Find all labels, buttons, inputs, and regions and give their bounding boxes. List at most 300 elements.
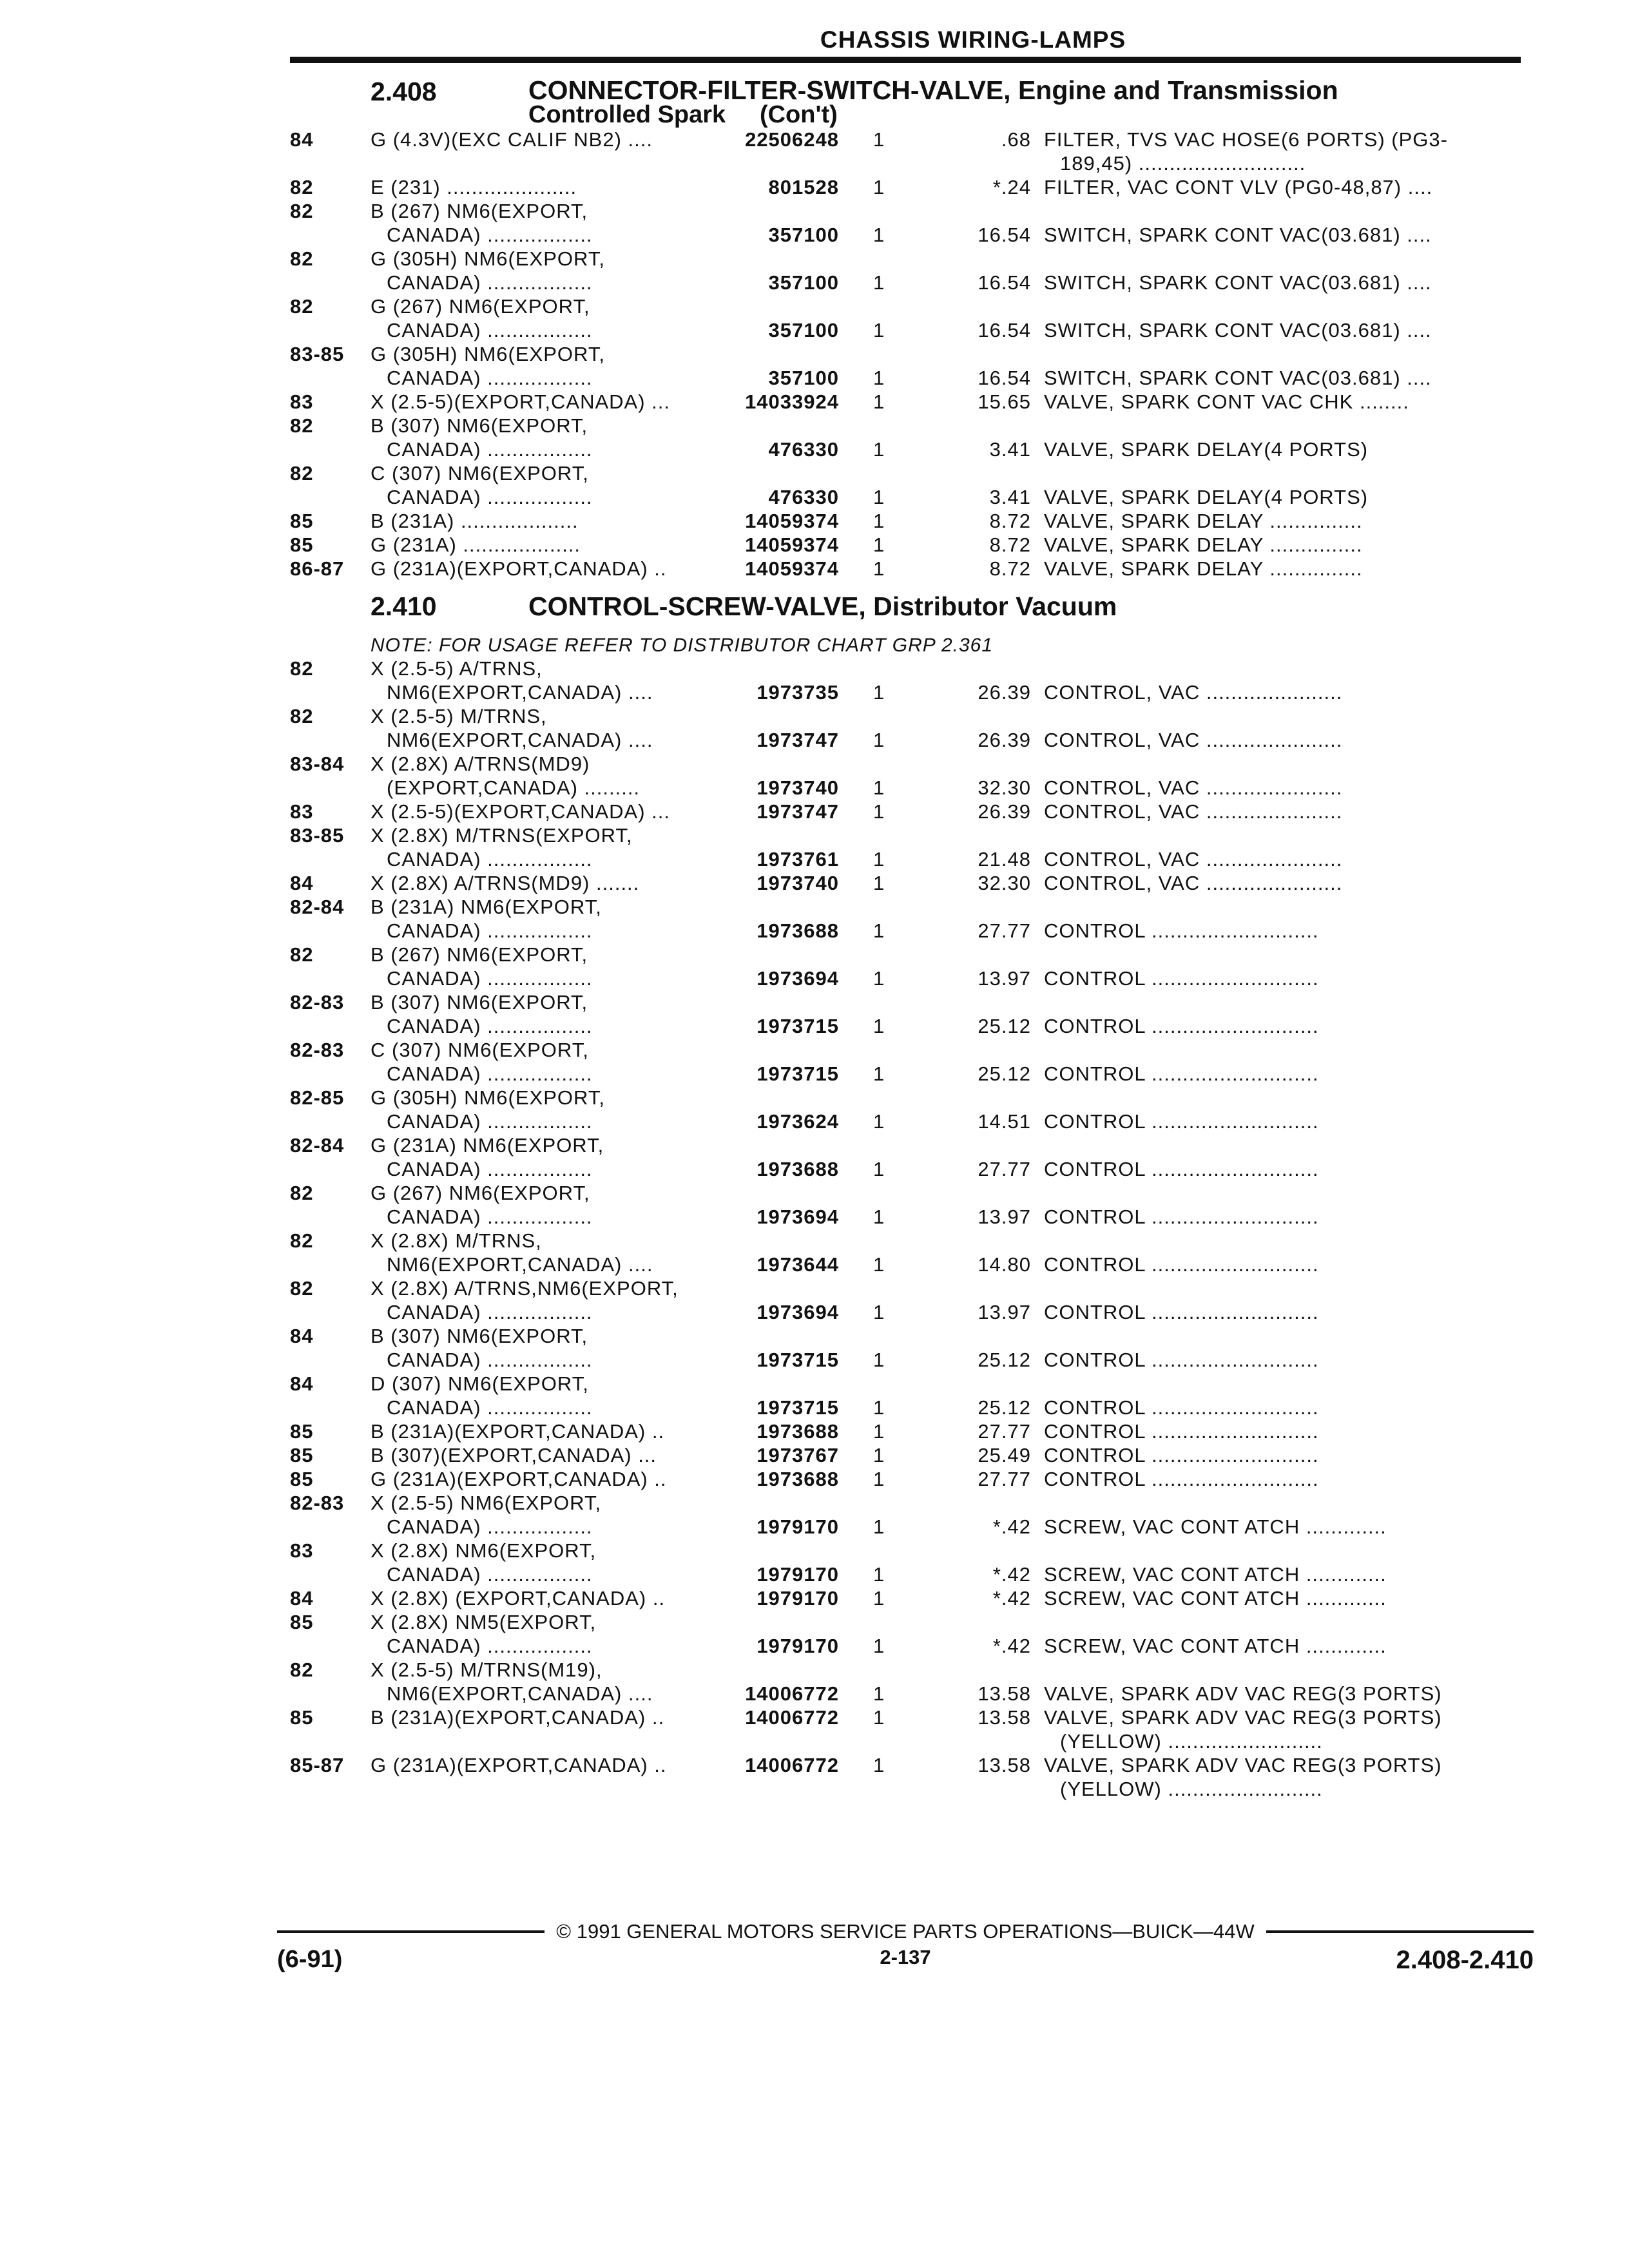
usage-description: X (2.8X) NM6(EXPORT, xyxy=(371,1539,597,1562)
part-description: CONTROL ........................... xyxy=(1044,1206,1319,1228)
date-code: (6-91) xyxy=(277,1946,343,1973)
part-description: CONTROL, VAC ...................... xyxy=(1044,848,1343,870)
quantity: 1 xyxy=(873,128,885,151)
usage-description: G (305H) NM6(EXPORT, xyxy=(371,247,605,270)
part-description: SWITCH, SPARK CONT VAC(03.681) .... xyxy=(1044,271,1432,294)
quantity: 1 xyxy=(873,486,885,508)
price: 16.54 xyxy=(978,224,1031,246)
parts-entry xyxy=(290,247,1521,294)
quantity: 1 xyxy=(873,1563,885,1586)
entry-line xyxy=(290,271,1521,294)
entry-line xyxy=(290,223,1521,247)
quantity: 1 xyxy=(873,848,885,870)
quantity: 1 xyxy=(873,1635,885,1657)
parts-entry xyxy=(290,1419,1521,1443)
model-years: 85 xyxy=(290,1468,314,1490)
entry-line xyxy=(290,1038,1521,1062)
usage-description: G (231A) NM6(EXPORT, xyxy=(371,1134,604,1157)
usage-description: G (231A)(EXPORT,CANADA) .. xyxy=(371,1754,667,1776)
model-years: 83-84 xyxy=(290,753,345,775)
entry-line xyxy=(290,1729,1521,1753)
part-description: CONTROL ........................... xyxy=(1044,1420,1319,1443)
parts-entry xyxy=(290,1610,1521,1658)
part-number: 1973624 xyxy=(757,1110,839,1133)
price: 16.54 xyxy=(978,367,1031,389)
model-years: 82-85 xyxy=(290,1086,345,1109)
parts-entry xyxy=(290,1706,1521,1753)
model-years: 85 xyxy=(290,1420,314,1443)
entry-line xyxy=(290,847,1521,871)
part-number: 357100 xyxy=(768,367,839,389)
entry-line xyxy=(290,1634,1521,1658)
price: 32.30 xyxy=(978,776,1031,799)
entry-line xyxy=(290,800,1521,823)
entry-line xyxy=(290,1300,1521,1324)
price: 27.77 xyxy=(978,919,1031,942)
part-description: VALVE, SPARK CONT VAC CHK ........ xyxy=(1044,390,1409,413)
quantity: 1 xyxy=(873,1015,885,1037)
part-number: 476330 xyxy=(768,438,839,461)
parts-entry xyxy=(290,704,1521,752)
entry-line xyxy=(290,414,1521,437)
part-number: 357100 xyxy=(768,271,839,294)
model-years: 84 xyxy=(290,128,314,151)
parts-entry xyxy=(290,1491,1521,1539)
quantity: 1 xyxy=(873,319,885,341)
quantity: 1 xyxy=(873,1682,885,1705)
quantity: 1 xyxy=(873,367,885,389)
header-rule xyxy=(290,57,1521,63)
price: 8.72 xyxy=(989,510,1031,532)
parts-entry xyxy=(290,509,1521,533)
usage-description: G (231A) ................... xyxy=(371,533,581,556)
quantity: 1 xyxy=(873,1444,885,1466)
usage-description: CANADA) ................. xyxy=(387,319,593,341)
model-years: 82 xyxy=(290,414,314,437)
section-number: 2.410 xyxy=(371,591,437,621)
part-description: VALVE, SPARK DELAY ............... xyxy=(1044,510,1363,532)
part-number: 14059374 xyxy=(745,557,839,580)
model-years: 82 xyxy=(290,705,314,727)
usage-description: X (2.8X) A/TRNS,NM6(EXPORT, xyxy=(371,1277,679,1300)
price: 13.97 xyxy=(978,967,1031,990)
entry-line xyxy=(290,1443,1521,1467)
footer-rule-left xyxy=(277,1930,545,1933)
quantity: 1 xyxy=(873,1420,885,1443)
price: *.42 xyxy=(992,1563,1031,1586)
entry-line xyxy=(290,895,1521,919)
part-number: 1973694 xyxy=(757,967,839,990)
entry-line xyxy=(290,1586,1521,1610)
usage-description: X (2.8X) NM5(EXPORT, xyxy=(371,1611,597,1633)
model-years: 82-83 xyxy=(290,1492,345,1514)
part-description: CONTROL ........................... xyxy=(1044,1301,1319,1323)
usage-description: X (2.5-5)(EXPORT,CANADA) ... xyxy=(371,800,670,823)
usage-description: B (231A) ................... xyxy=(371,510,579,532)
part-description: FILTER, TVS VAC HOSE(6 PORTS) (PG3- xyxy=(1044,128,1448,151)
model-years: 85-87 xyxy=(290,1754,345,1776)
part-number: 1973715 xyxy=(757,1349,839,1371)
entry-line xyxy=(290,1491,1521,1515)
entry-line xyxy=(290,509,1521,533)
quantity: 1 xyxy=(873,533,885,556)
usage-description: CANADA) ................. xyxy=(387,1635,593,1657)
usage-description: E (231) ..................... xyxy=(371,176,577,198)
entry-line xyxy=(290,199,1521,223)
usage-description: X (2.8X) A/TRNS(MD9) xyxy=(371,753,590,775)
entry-line xyxy=(290,823,1521,847)
quantity: 1 xyxy=(873,1110,885,1133)
price: *.42 xyxy=(992,1635,1031,1657)
parts-entry xyxy=(290,1229,1521,1276)
entry-line xyxy=(290,437,1521,461)
part-number: 357100 xyxy=(768,224,839,246)
part-description: SCREW, VAC CONT ATCH ............. xyxy=(1044,1563,1387,1586)
price: 26.39 xyxy=(978,729,1031,751)
entry-line xyxy=(290,1181,1521,1205)
parts-entry xyxy=(290,1276,1521,1324)
parts-entry xyxy=(290,1133,1521,1181)
quantity: 1 xyxy=(873,224,885,246)
section-title: CONTROL-SCREW-VALVE, Distributor Vacuum xyxy=(528,591,1117,621)
quantity: 1 xyxy=(873,1349,885,1371)
parts-entry xyxy=(290,1372,1521,1419)
quantity: 1 xyxy=(873,1158,885,1180)
section-range: 2.408-2.410 xyxy=(1396,1946,1534,1974)
part-description: CONTROL ........................... xyxy=(1044,1062,1319,1085)
part-description: CONTROL, VAC ...................... xyxy=(1044,729,1343,751)
entry-line xyxy=(290,1253,1521,1276)
price: .68 xyxy=(1001,128,1031,151)
usage-description: CANADA) ................. xyxy=(387,1062,593,1085)
part-description: 189,45) ........................... xyxy=(1060,152,1306,175)
usage-description: G (267) NM6(EXPORT, xyxy=(371,295,590,318)
part-number: 1973767 xyxy=(757,1444,839,1466)
entry-line xyxy=(290,461,1521,485)
model-years: 82 xyxy=(290,657,314,680)
part-description: CONTROL ........................... xyxy=(1044,919,1319,942)
entry-line xyxy=(290,294,1521,318)
price: 14.51 xyxy=(978,1110,1031,1133)
usage-description: B (231A) NM6(EXPORT, xyxy=(371,896,602,918)
parts-entry xyxy=(290,128,1521,175)
part-number: 1979170 xyxy=(757,1515,839,1538)
part-number: 801528 xyxy=(768,176,839,198)
entry-line xyxy=(290,1706,1521,1729)
part-description: SWITCH, SPARK CONT VAC(03.681) .... xyxy=(1044,367,1432,389)
usage-description: CANADA) ................. xyxy=(387,848,593,870)
usage-description: CANADA) ................. xyxy=(387,1515,593,1538)
usage-description: X (2.5-5) A/TRNS, xyxy=(371,657,543,680)
entry-line xyxy=(290,366,1521,390)
part-number: 1973694 xyxy=(757,1206,839,1228)
price: 16.54 xyxy=(978,271,1031,294)
usage-description: NM6(EXPORT,CANADA) .... xyxy=(387,1253,653,1276)
usage-description: G (267) NM6(EXPORT, xyxy=(371,1182,590,1204)
usage-description: NM6(EXPORT,CANADA) .... xyxy=(387,681,653,704)
part-description: VALVE, SPARK DELAY ............... xyxy=(1044,557,1363,580)
usage-description: X (2.8X) M/TRNS, xyxy=(371,1229,542,1252)
quantity: 1 xyxy=(873,1396,885,1419)
model-years: 82 xyxy=(290,1658,314,1681)
price: 13.97 xyxy=(978,1206,1031,1228)
model-years: 85 xyxy=(290,1706,314,1729)
model-years: 85 xyxy=(290,510,314,532)
price: 8.72 xyxy=(989,557,1031,580)
entry-line xyxy=(290,752,1521,776)
entry-line xyxy=(290,151,1521,175)
usage-description: (EXPORT,CANADA) ......... xyxy=(387,776,641,799)
usage-description: CANADA) ................. xyxy=(387,224,593,246)
entry-line xyxy=(290,390,1521,414)
section-2408-heading xyxy=(290,77,1521,126)
quantity: 1 xyxy=(873,872,885,894)
model-years: 82-83 xyxy=(290,1039,345,1061)
model-years: 82 xyxy=(290,462,314,485)
quantity: 1 xyxy=(873,681,885,704)
parts-entry xyxy=(290,800,1521,823)
usage-description: CANADA) ................. xyxy=(387,1396,593,1419)
page-footer xyxy=(277,1920,1534,1978)
part-number: 14059374 xyxy=(745,533,839,556)
entry-line xyxy=(290,533,1521,557)
quantity: 1 xyxy=(873,967,885,990)
entry-line xyxy=(290,318,1521,342)
quantity: 1 xyxy=(873,390,885,413)
part-number: 1973715 xyxy=(757,1396,839,1419)
part-description: CONTROL ........................... xyxy=(1044,1253,1319,1276)
parts-entry xyxy=(290,1324,1521,1372)
usage-description: G (231A)(EXPORT,CANADA) .. xyxy=(371,557,667,580)
usage-description: C (307) NM6(EXPORT, xyxy=(371,1039,589,1061)
parts-entry xyxy=(290,199,1521,247)
price: 21.48 xyxy=(978,848,1031,870)
usage-description: G (305H) NM6(EXPORT, xyxy=(371,1086,605,1109)
entry-line xyxy=(290,1562,1521,1586)
entry-line xyxy=(290,1205,1521,1229)
model-years: 82 xyxy=(290,176,314,198)
parts-entry xyxy=(290,990,1521,1038)
model-years: 82 xyxy=(290,1229,314,1252)
usage-description: CANADA) ................. xyxy=(387,1301,593,1323)
quantity: 1 xyxy=(873,919,885,942)
section-2410-entries xyxy=(290,657,1521,1801)
usage-description: CANADA) ................. xyxy=(387,438,593,461)
entry-line xyxy=(290,1110,1521,1133)
usage-description: X (2.5-5) M/TRNS, xyxy=(371,705,547,727)
usage-description: B (267) NM6(EXPORT, xyxy=(371,200,588,222)
part-number: 1973688 xyxy=(757,1158,839,1180)
model-years: 85 xyxy=(290,533,314,556)
price: 27.77 xyxy=(978,1420,1031,1443)
parts-entry xyxy=(290,657,1521,704)
part-description: CONTROL ........................... xyxy=(1044,1444,1319,1466)
model-years: 84 xyxy=(290,1587,314,1610)
quantity: 1 xyxy=(873,800,885,823)
part-description: SCREW, VAC CONT ATCH ............. xyxy=(1044,1587,1387,1610)
quantity: 1 xyxy=(873,1301,885,1323)
usage-description: X (2.5-5) NM6(EXPORT, xyxy=(371,1492,602,1514)
entry-line xyxy=(290,247,1521,271)
quantity: 1 xyxy=(873,510,885,532)
entry-line xyxy=(290,704,1521,728)
usage-description: CANADA) ................. xyxy=(387,486,593,508)
entry-line xyxy=(290,1086,1521,1110)
usage-description: G (231A)(EXPORT,CANADA) .. xyxy=(371,1468,667,1490)
footer-rule-right xyxy=(1266,1930,1534,1933)
model-years: 82 xyxy=(290,1182,314,1204)
part-description: CONTROL ........................... xyxy=(1044,967,1319,990)
part-number: 1973688 xyxy=(757,919,839,942)
quantity: 1 xyxy=(873,1468,885,1490)
model-years: 84 xyxy=(290,872,314,894)
usage-description: B (267) NM6(EXPORT, xyxy=(371,943,588,966)
entry-line xyxy=(290,1467,1521,1491)
copyright-text: © 1991 GENERAL MOTORS SERVICE PARTS OPERATIONS—BUICK—44W xyxy=(556,1920,1255,1943)
usage-description: CANADA) ................. xyxy=(387,1158,593,1180)
model-years: 82-84 xyxy=(290,896,345,918)
usage-description: NM6(EXPORT,CANADA) .... xyxy=(387,1682,653,1705)
part-description: SCREW, VAC CONT ATCH ............. xyxy=(1044,1635,1387,1657)
part-number: 14006772 xyxy=(745,1682,839,1705)
part-description: SWITCH, SPARK CONT VAC(03.681) .... xyxy=(1044,319,1432,341)
model-years: 83-85 xyxy=(290,343,345,365)
quantity: 1 xyxy=(873,1206,885,1228)
model-years: 82 xyxy=(290,1277,314,1300)
usage-description: B (307) NM6(EXPORT, xyxy=(371,414,588,437)
part-description: VALVE, SPARK ADV VAC REG(3 PORTS) xyxy=(1044,1706,1442,1729)
part-number: 1973715 xyxy=(757,1062,839,1085)
entry-line xyxy=(290,871,1521,895)
part-description: VALVE, SPARK ADV VAC REG(3 PORTS) xyxy=(1044,1682,1442,1705)
price: 14.80 xyxy=(978,1253,1031,1276)
model-years: 82-83 xyxy=(290,991,345,1014)
usage-description: X (2.8X) (EXPORT,CANADA) .. xyxy=(371,1587,666,1610)
quantity: 1 xyxy=(873,1253,885,1276)
part-number: 1973694 xyxy=(757,1301,839,1323)
entry-line xyxy=(290,1062,1521,1086)
quantity: 1 xyxy=(873,1062,885,1085)
part-description: CONTROL, VAC ...................... xyxy=(1044,800,1343,823)
price: 25.12 xyxy=(978,1396,1031,1419)
parts-entry xyxy=(290,1539,1521,1586)
entry-line xyxy=(290,1539,1521,1562)
entry-line xyxy=(290,1419,1521,1443)
entry-line xyxy=(290,485,1521,509)
part-number: 476330 xyxy=(768,486,839,508)
parts-entry xyxy=(290,823,1521,871)
parts-entry xyxy=(290,943,1521,990)
model-years: 85 xyxy=(290,1444,314,1466)
parts-entry xyxy=(290,895,1521,943)
part-number: 1973761 xyxy=(757,848,839,870)
parts-entry xyxy=(290,1586,1521,1610)
part-description: CONTROL, VAC ...................... xyxy=(1044,872,1343,894)
model-years: 82 xyxy=(290,247,314,270)
entry-line xyxy=(290,1682,1521,1706)
part-number: 1973740 xyxy=(757,776,839,799)
parts-entry xyxy=(290,1467,1521,1491)
model-years: 85 xyxy=(290,1611,314,1633)
entry-line xyxy=(290,1396,1521,1419)
entry-line xyxy=(290,1610,1521,1634)
parts-entry xyxy=(290,1658,1521,1706)
entry-line xyxy=(290,1658,1521,1682)
usage-description: CANADA) ................. xyxy=(387,967,593,990)
model-years: 83-85 xyxy=(290,824,345,847)
usage-description: G (4.3V)(EXC CALIF NB2) .... xyxy=(371,128,653,151)
part-number: 1973747 xyxy=(757,729,839,751)
entry-line xyxy=(290,342,1521,366)
page-header-title: CHASSIS WIRING-LAMPS xyxy=(820,26,1126,53)
price: 8.72 xyxy=(989,533,1031,556)
part-description: SCREW, VAC CONT ATCH ............. xyxy=(1044,1515,1387,1538)
part-number: 22506248 xyxy=(745,128,839,151)
usage-description: B (307) NM6(EXPORT, xyxy=(371,991,588,1014)
parts-entry xyxy=(290,1753,1521,1801)
price: 15.65 xyxy=(978,390,1031,413)
usage-note: NOTE: FOR USAGE REFER TO DISTRIBUTOR CHART GRP 2.361 xyxy=(371,635,994,656)
entry-line xyxy=(290,1014,1521,1038)
parts-entry xyxy=(290,1443,1521,1467)
entry-line xyxy=(290,128,1521,151)
part-number: 1973740 xyxy=(757,872,839,894)
part-description: CONTROL ........................... xyxy=(1044,1110,1319,1133)
part-number: 1973747 xyxy=(757,800,839,823)
price: *.24 xyxy=(992,176,1031,198)
price: 26.39 xyxy=(978,800,1031,823)
quantity: 1 xyxy=(873,1587,885,1610)
model-years: 82 xyxy=(290,943,314,966)
part-description: CONTROL ........................... xyxy=(1044,1158,1319,1180)
price: 27.77 xyxy=(978,1158,1031,1180)
price: 25.12 xyxy=(978,1349,1031,1371)
parts-entry xyxy=(290,1086,1521,1133)
part-description: CONTROL, VAC ...................... xyxy=(1044,776,1343,799)
section-2408-entries xyxy=(290,128,1521,581)
entry-line xyxy=(290,175,1521,199)
parts-entry xyxy=(290,557,1521,581)
quantity: 1 xyxy=(873,271,885,294)
model-years: 83 xyxy=(290,800,314,823)
parts-entry xyxy=(290,414,1521,461)
parts-entry xyxy=(290,533,1521,557)
part-number: 1973644 xyxy=(757,1253,839,1276)
part-description: CONTROL ........................... xyxy=(1044,1015,1319,1037)
part-description: SWITCH, SPARK CONT VAC(03.681) .... xyxy=(1044,224,1432,246)
usage-description: X (2.8X) A/TRNS(MD9) ....... xyxy=(371,872,640,894)
usage-description: B (307)(EXPORT,CANADA) ... xyxy=(371,1444,657,1466)
entry-line xyxy=(290,1133,1521,1157)
entry-line xyxy=(290,966,1521,990)
parts-entry xyxy=(290,1038,1521,1086)
model-years: 84 xyxy=(290,1372,314,1395)
usage-description: CANADA) ................. xyxy=(387,1110,593,1133)
part-number: 1979170 xyxy=(757,1635,839,1657)
quantity: 1 xyxy=(873,1754,885,1776)
entry-line xyxy=(290,1348,1521,1372)
parts-entry xyxy=(290,752,1521,800)
part-number: 14006772 xyxy=(745,1754,839,1776)
price: 13.58 xyxy=(978,1682,1031,1705)
entry-line xyxy=(290,1276,1521,1300)
price: 27.77 xyxy=(978,1468,1031,1490)
section-title: CONNECTOR-FILTER-SWITCH-VALVE, Engine and Transmission xyxy=(528,75,1338,105)
quantity: 1 xyxy=(873,729,885,751)
entry-line xyxy=(290,728,1521,752)
usage-description: G (305H) NM6(EXPORT, xyxy=(371,343,605,365)
price: 25.49 xyxy=(978,1444,1031,1466)
